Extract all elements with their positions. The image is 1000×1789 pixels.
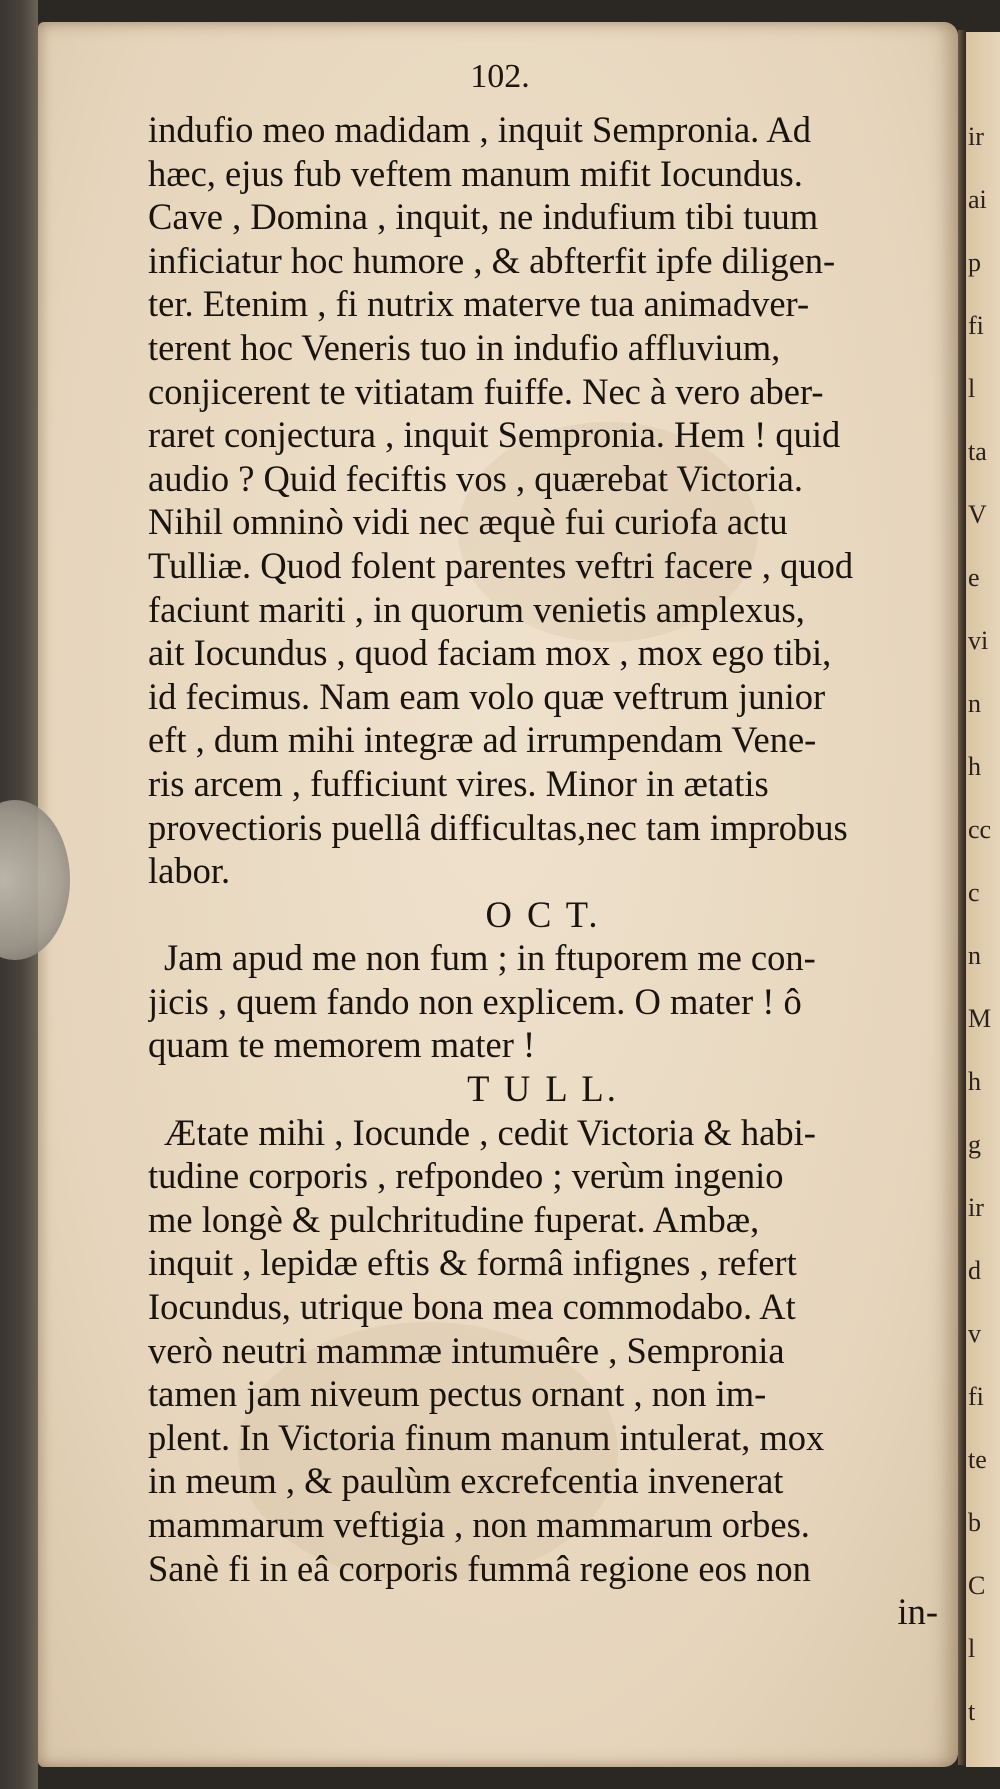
page-gutter [958,30,966,1765]
text-line: indufio meo madidam , inquit Sempronia. Ad [148,109,812,150]
next-page-fragment: h [968,752,981,781]
next-page-fragment: c [968,878,980,907]
paragraph-tullia [148,1111,938,1591]
text-line: quam te memorem mater ! [148,1024,536,1066]
text-line: ter. Etenim , fi nutrix materve tua animadver- [148,283,810,325]
text-line: faciunt mariti , in quorum venietis amplexus, [148,588,805,630]
text-line: Iocundus, utrique bona mea commodabo. At [148,1286,796,1328]
text-line: eft , dum mihi integræ ad irrumpendam Vene- [148,719,817,761]
speaker-heading-tull: T U L L. [467,1068,619,1110]
next-page-fragment: vi [968,626,989,655]
paragraph-octavia [148,936,938,1067]
next-page-fragment: e [968,563,980,592]
next-page-fragment: M [968,1004,992,1033]
text-line: ait Iocundus , quod faciam mox , mox ego tibi, [148,632,832,674]
next-page-fragment: cc [968,815,992,844]
next-page-fragment: ta [968,437,987,466]
text-line: inquit , lepidæ eftis & formâ infignes , refert [148,1242,797,1284]
paragraph-dialogue [148,108,938,893]
text-line: jicis , quem fando non explicem. O mater ! ô [148,980,802,1022]
next-page-fragment: p [968,248,981,277]
text-line: labor. [148,850,231,892]
text-line: plent. In Victoria finum manum intulerat, mox [148,1416,825,1458]
next-page-fragment: n [968,689,981,718]
next-page-fragment: C [968,1571,986,1600]
next-page-fragment: t [968,1697,976,1726]
next-page-edge [966,32,1000,1767]
text-line: id fecimus. Nam eam volo quæ veftrum junior [148,675,826,717]
text-line: Cave , Domina , inquit, ne indufium tibi tuum [148,196,819,238]
next-page-fragment: h [968,1067,981,1096]
text-line: Sanè fi in eâ corporis fummâ regione eos non [148,1547,811,1589]
text-line: Tulliæ. Quod folent parentes veftri facere , quod [148,544,854,586]
next-page-fragment: n [968,941,981,970]
text-line: verò neutri mammæ intumuêre , Sempronia [148,1329,785,1371]
text-line: audio ? Quid feciftis vos , quærebat Victoria. [148,457,803,499]
page-text [148,108,938,1634]
text-line: Ætate mihi , Iocunde , cedit Victoria & habi- [164,1111,816,1153]
next-page-fragment: v [968,1319,981,1348]
page-number: 102. [470,58,530,95]
text-line: ris arcem , fufficiunt vires. Minor in ætatis [148,762,769,804]
catchword: in- [897,1591,938,1633]
text-line: provectioris puellâ difficultas,nec tam improbus [148,806,848,848]
next-page-fragment: l [968,1634,976,1663]
next-page-fragment: b [968,1508,981,1537]
text-line: Nihil omninò vidi nec æquè fui curiofa actu [148,501,788,543]
next-page-fragment: V [968,500,987,529]
text-line: in meum , & paulùm excrefcentia invenerat [148,1460,784,1502]
next-page-fragment: ir [968,122,984,151]
text-line: tamen jam niveum pectus ornant , non im- [148,1373,767,1415]
text-line: mammarum veftigia , non mammarum orbes. [148,1504,810,1545]
next-page-fragment: ir [968,1193,984,1222]
text-line: conjicerent te vitiatam fuiffe. Nec à vero aber- [148,370,824,412]
next-page-fragment: g [968,1130,981,1159]
text-line: terent hoc Veneris tuo in indufio affluvium, [148,326,781,368]
text-line: raret conjectura , inquit Sempronia. Hem ! quid [148,414,841,456]
speaker-heading-oct: O C T. [485,893,601,935]
text-line: tudine corporis , refpondeo ; verùm ingenio [148,1155,784,1197]
text-line: inficiatur hoc humore , & abfterfit ipfe diligen- [148,239,836,281]
next-page-fragment: te [968,1445,987,1474]
next-page-fragment: fi [968,1382,984,1411]
text-line: me longè & pulchritudine fuperat. Ambæ, [148,1198,760,1240]
next-page-fragment: fi [968,311,984,340]
next-page-fragment: d [968,1256,981,1285]
text-line: Jam apud me non fum ; in ftuporem me con- [164,937,816,979]
next-page-fragment: l [968,374,976,403]
next-page-fragment: ai [968,185,987,214]
text-line: hæc, ejus fub veftem manum mifit Iocundus. [148,152,803,194]
